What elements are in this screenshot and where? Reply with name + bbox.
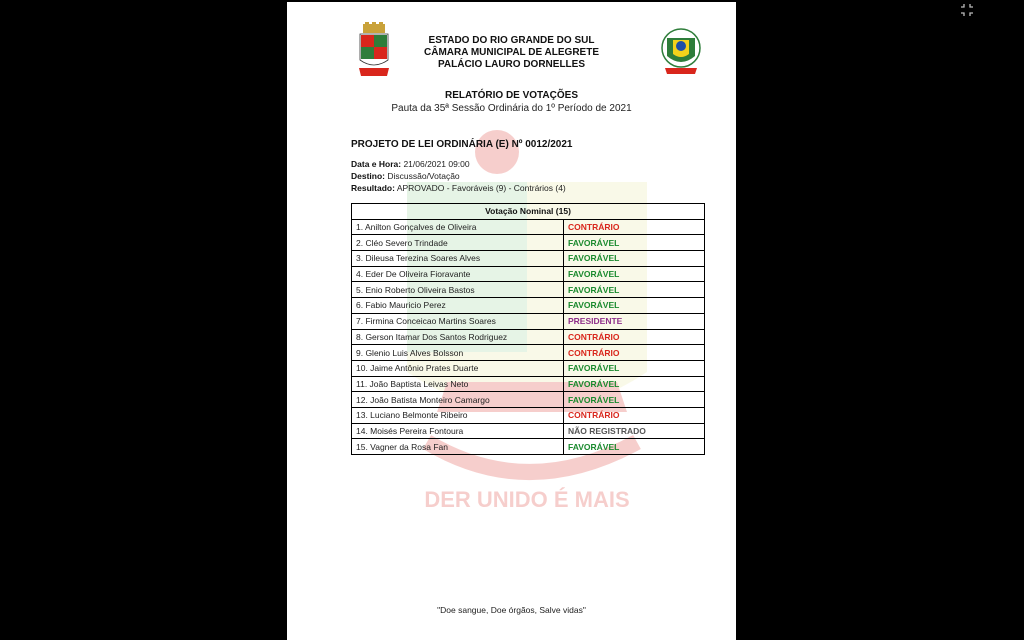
table-row — [352, 392, 705, 408]
result-label: Resultado: — [351, 183, 395, 193]
votes-table-body — [352, 219, 705, 454]
councillor-name: 13. Luciano Belmonte Ribeiro — [352, 407, 564, 423]
councillor-name: 14. Moisés Pereira Fontoura — [352, 423, 564, 439]
date-value: 21/06/2021 09:00 — [401, 159, 470, 169]
councillor-name: 10. Jaime Antônio Prates Duarte — [352, 360, 564, 376]
councillor-name: 4. Eder De Oliveira Fioravante — [352, 266, 564, 282]
header-state: ESTADO DO RIO GRANDE DO SUL — [428, 35, 595, 46]
vote-value: FAVORÁVEL — [564, 360, 705, 376]
councillor-name: 8. Gerson Itamar Dos Santos Rodriguez — [352, 329, 564, 345]
councillor-name: 15. Vagner da Rosa Fan — [352, 439, 564, 455]
document-page — [287, 2, 736, 640]
vote-value: FAVORÁVEL — [564, 298, 705, 314]
table-row — [352, 407, 705, 423]
vote-value: PRESIDENTE — [564, 313, 705, 329]
destination-value: Discussão/Votação — [385, 171, 460, 181]
votes-table — [351, 203, 705, 455]
table-row — [352, 376, 705, 392]
councillor-name: 11. João Baptista Leivas Neto — [352, 376, 564, 392]
project-date — [351, 159, 470, 169]
result-value: APROVADO - Favoráveis (9) - Contrários (4) — [394, 183, 566, 193]
table-row — [352, 298, 705, 314]
table-row — [352, 266, 705, 282]
table-row — [352, 235, 705, 251]
councillor-name: 5. Enio Roberto Oliveira Bastos — [352, 282, 564, 298]
councillor-name: 7. Firmina Conceicao Martins Soares — [352, 313, 564, 329]
date-label: Data e Hora: — [351, 159, 402, 169]
table-row — [352, 219, 705, 235]
table-row — [352, 313, 705, 329]
watermark-text: DER UNIDO É MAIS — [424, 487, 630, 512]
vote-value: FAVORÁVEL — [564, 266, 705, 282]
table-row — [352, 329, 705, 345]
vote-value: CONTRÁRIO — [564, 407, 705, 423]
header-palace: PALÁCIO LAURO DORNELLES — [437, 59, 586, 70]
footer-slogan: "Doe sangue, Doe órgãos, Salve vidas" — [437, 605, 586, 615]
councillor-name: 1. Anilton Gonçalves de Oliveira — [352, 219, 564, 235]
votes-table-header: Votação Nominal (15) — [352, 204, 705, 220]
table-row — [352, 439, 705, 455]
header-chamber: CÂMARA MUNICIPAL DE ALEGRETE — [424, 47, 599, 58]
councillor-name: 3. Dileusa Terezina Soares Alves — [352, 251, 564, 267]
destination-label: Destino: — [351, 171, 385, 181]
councillor-name: 12. João Batista Monteiro Camargo — [352, 392, 564, 408]
vote-value: FAVORÁVEL — [564, 235, 705, 251]
table-row — [352, 360, 705, 376]
project-destination — [351, 171, 460, 181]
councillor-name: 2. Cléo Severo Trindade — [352, 235, 564, 251]
vote-value: CONTRÁRIO — [564, 219, 705, 235]
project-title: PROJETO DE LEI ORDINÁRIA (E) Nº 0012/2021 — [351, 139, 573, 150]
project-result — [351, 183, 566, 193]
table-row — [352, 345, 705, 361]
vote-value: FAVORÁVEL — [564, 282, 705, 298]
fullscreen-exit-icon[interactable] — [960, 3, 974, 17]
vote-value: NÃO REGISTRADO — [564, 423, 705, 439]
vote-value: FAVORÁVEL — [564, 251, 705, 267]
table-row — [352, 282, 705, 298]
councillor-name: 6. Fabio Mauricio Perez — [352, 298, 564, 314]
table-row — [352, 423, 705, 439]
vote-value: FAVORÁVEL — [564, 376, 705, 392]
table-row — [352, 251, 705, 267]
vote-value: FAVORÁVEL — [564, 392, 705, 408]
vote-value: CONTRÁRIO — [564, 329, 705, 345]
report-subtitle: Pauta da 35ª Sessão Ordinária do 1º Período de 2021 — [391, 103, 632, 114]
report-title: RELATÓRIO DE VOTAÇÕES — [445, 90, 578, 101]
vote-value: FAVORÁVEL — [564, 439, 705, 455]
vote-value: CONTRÁRIO — [564, 345, 705, 361]
councillor-name: 9. Glenio Luis Alves Bolsson — [352, 345, 564, 361]
